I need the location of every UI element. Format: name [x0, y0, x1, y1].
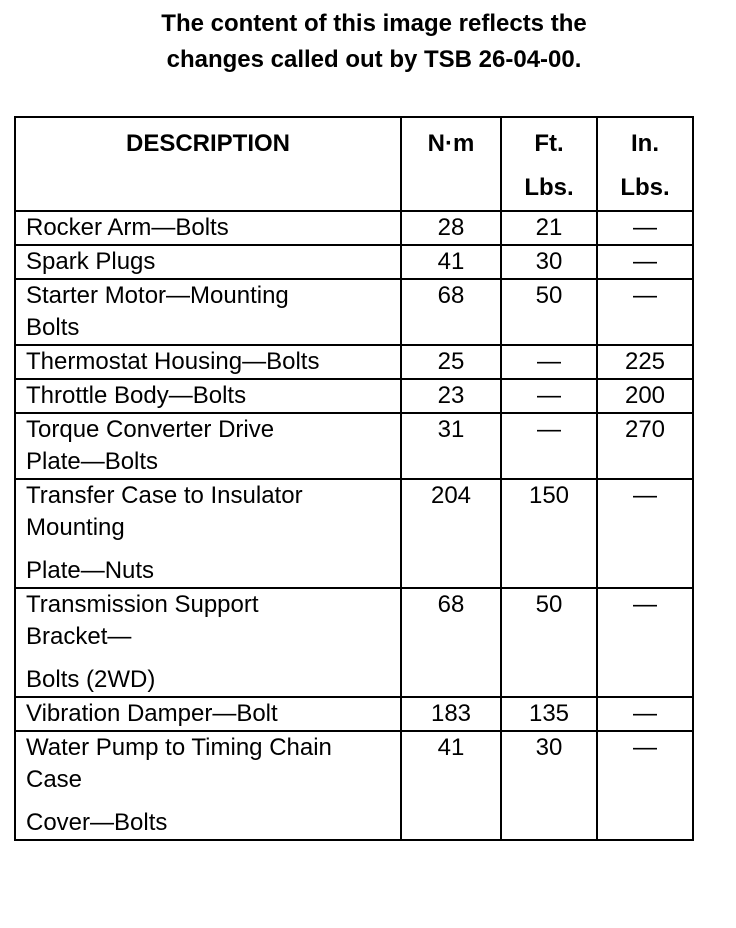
cell-description: Rocker Arm—Bolts [15, 211, 401, 245]
cell-ft-lbs: 21 [501, 211, 597, 245]
cell-nm: 183 [401, 697, 501, 731]
cell-in-lbs: — [597, 245, 693, 279]
column-header-nm: N·m [401, 117, 501, 211]
cell-ft-lbs: 30 [501, 245, 597, 279]
cell-in-lbs: — [597, 731, 693, 840]
cell-description: Spark Plugs [15, 245, 401, 279]
cell-nm: 68 [401, 588, 501, 697]
cell-description: Throttle Body—Bolts [15, 379, 401, 413]
table-row [15, 211, 693, 245]
cell-nm: 25 [401, 345, 501, 379]
cell-nm: 204 [401, 479, 501, 588]
cell-in-lbs: — [597, 211, 693, 245]
cell-ft-lbs: 50 [501, 279, 597, 345]
cell-description: Transmission Support Bracket— Bolts (2WD) [15, 588, 401, 697]
cell-description: Water Pump to Timing Chain Case Cover—Bolts [15, 731, 401, 840]
torque-spec-table [14, 116, 694, 841]
cell-in-lbs: 270 [597, 413, 693, 479]
cell-ft-lbs: — [501, 413, 597, 479]
cell-description: Torque Converter Drive Plate—Bolts [15, 413, 401, 479]
cell-description: Transfer Case to Insulator Mounting Plate—Nuts [15, 479, 401, 588]
cell-ft-lbs: — [501, 345, 597, 379]
table-row [15, 413, 693, 479]
cell-ft-lbs: 30 [501, 731, 597, 840]
cell-in-lbs: 200 [597, 379, 693, 413]
column-header-ft-lbs: Ft. Lbs. [501, 117, 597, 211]
table-row [15, 279, 693, 345]
cell-ft-lbs: — [501, 379, 597, 413]
table-row [15, 697, 693, 731]
cell-in-lbs: 225 [597, 345, 693, 379]
cell-in-lbs: — [597, 588, 693, 697]
cell-nm: 28 [401, 211, 501, 245]
table-row [15, 588, 693, 697]
cell-description: Starter Motor—Mounting Bolts [15, 279, 401, 345]
cell-description: Thermostat Housing—Bolts [15, 345, 401, 379]
cell-ft-lbs: 150 [501, 479, 597, 588]
header-line-1: The content of this image reflects the [161, 10, 587, 37]
cell-nm: 41 [401, 731, 501, 840]
table-row [15, 731, 693, 840]
table-row [15, 245, 693, 279]
column-header-in-lbs: In. Lbs. [597, 117, 693, 211]
cell-nm: 41 [401, 245, 501, 279]
cell-description: Vibration Damper—Bolt [15, 697, 401, 731]
cell-ft-lbs: 50 [501, 588, 597, 697]
page-header [0, 6, 736, 78]
table-header-row [15, 117, 693, 211]
cell-ft-lbs: 135 [501, 697, 597, 731]
cell-in-lbs: — [597, 697, 693, 731]
cell-nm: 23 [401, 379, 501, 413]
cell-in-lbs: — [597, 279, 693, 345]
cell-nm: 31 [401, 413, 501, 479]
table-row [15, 379, 693, 413]
cell-in-lbs: — [597, 479, 693, 588]
table-row [15, 345, 693, 379]
header-line-2: changes called out by TSB 26-04-00. [166, 46, 582, 73]
cell-nm: 68 [401, 279, 501, 345]
table-row [15, 479, 693, 588]
column-header-description: DESCRIPTION [15, 117, 401, 211]
